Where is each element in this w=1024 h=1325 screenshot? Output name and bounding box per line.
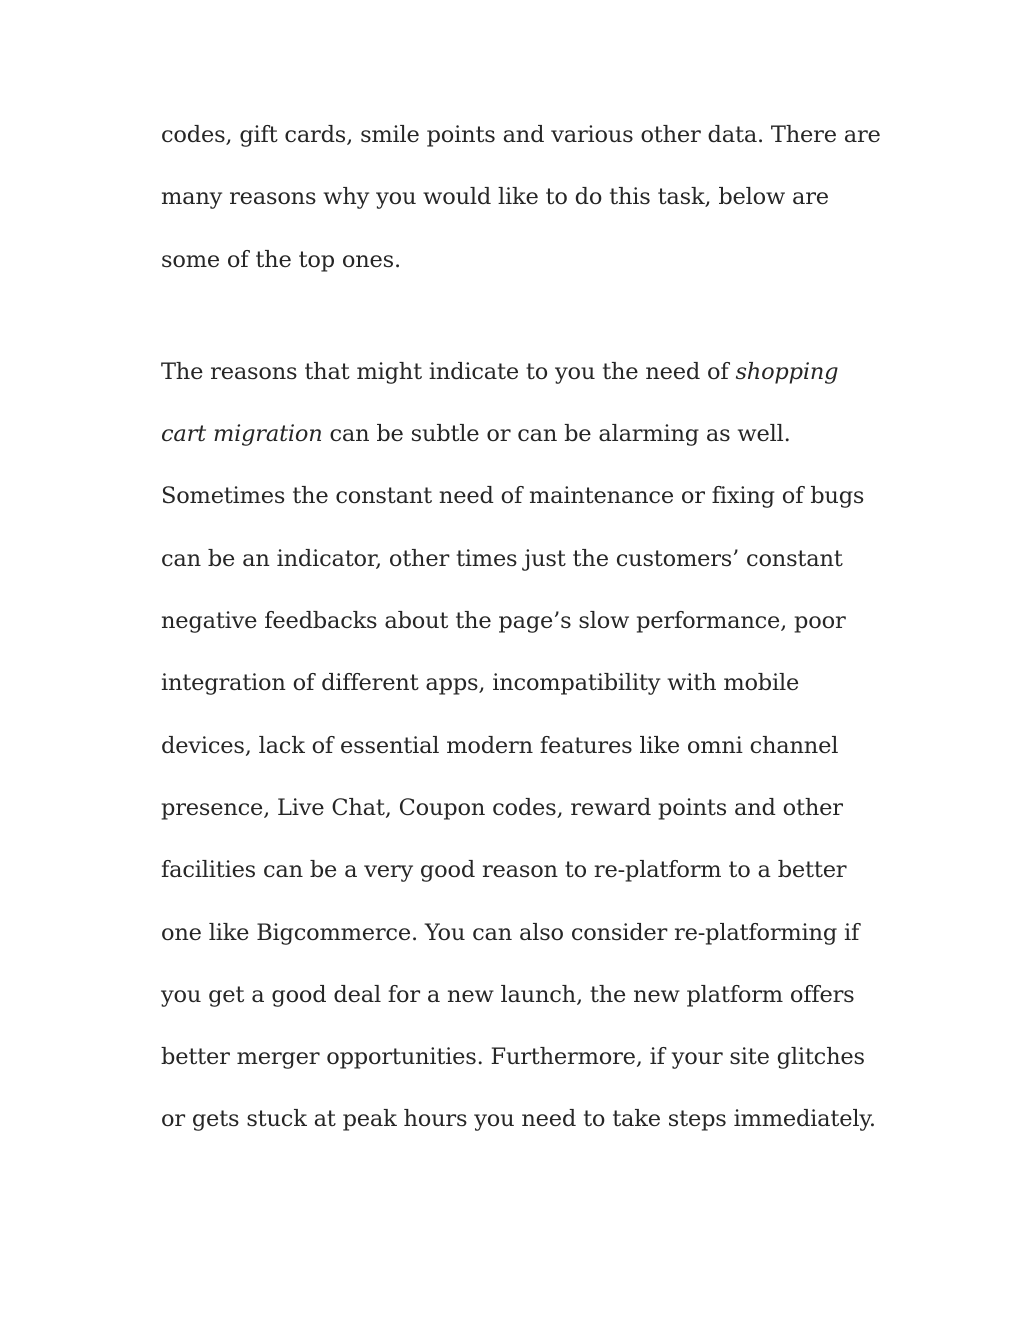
text-line: one like Bigcommerce. You can also consider re-platforming if bbox=[161, 919, 860, 946]
text-line: facilities can be a very good reason to re-platform to a better bbox=[161, 857, 847, 884]
text-line: some of the top ones. bbox=[161, 246, 401, 273]
text-line: many reasons why you would like to do this task, below are bbox=[161, 184, 829, 211]
text-line: Sometimes the constant need of maintenance or fixing of bugs bbox=[161, 483, 865, 510]
text-run: The reasons that might indicate to you the need of bbox=[161, 358, 736, 385]
text-line: codes, gift cards, smile points and various other data. There are bbox=[161, 122, 881, 148]
italic-term: shopping bbox=[735, 358, 839, 385]
text-line bbox=[161, 403, 881, 465]
text-run: can be subtle or can be alarming as well. bbox=[322, 421, 791, 448]
text-line: presence, Live Chat, Coupon codes, reward points and other bbox=[161, 794, 843, 821]
text-line: can be an indicator, other times just the customers’ constant bbox=[161, 545, 843, 572]
paragraph-1 bbox=[161, 104, 881, 291]
italic-term: cart migration bbox=[161, 421, 323, 448]
paragraph-gap bbox=[161, 291, 881, 341]
text-line: you get a good deal for a new launch, the new platform offers bbox=[161, 981, 855, 1008]
paragraph-2 bbox=[161, 341, 881, 1151]
document-page bbox=[161, 104, 881, 1151]
text-line bbox=[161, 341, 881, 403]
text-line: devices, lack of essential modern features like omni channel bbox=[161, 732, 839, 759]
text-line: better merger opportunities. Furthermore, if your site glitches bbox=[161, 1044, 865, 1071]
text-line: integration of different apps, incompatibility with mobile bbox=[161, 670, 800, 697]
text-line: negative feedbacks about the page’s slow performance, poor bbox=[161, 608, 846, 635]
text-line: or gets stuck at peak hours you need to take steps immediately. bbox=[161, 1106, 876, 1133]
